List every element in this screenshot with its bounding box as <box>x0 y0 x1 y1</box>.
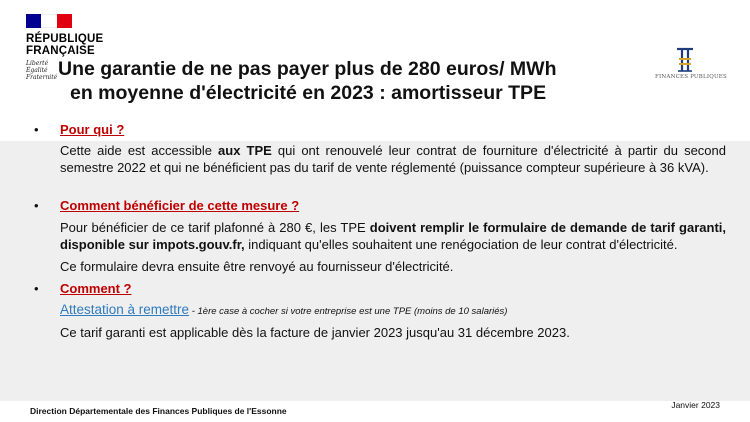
title-line-1: Une garantie de ne pas payer plus de 280 euros/ MWh <box>58 58 557 80</box>
paragraph-text: indiquant qu'elles souhaitent une renégociation de leur contrat d'électricité. <box>244 237 678 252</box>
bullet: • <box>34 198 39 213</box>
section-pour-qui <box>34 121 726 138</box>
paragraph-bold: aux TPE <box>218 143 272 158</box>
paragraph-bold: doivent remplir le formulaire de demande de tarif garanti, disponible sur impots.gouv.fr, <box>60 220 727 252</box>
content-body <box>34 121 726 341</box>
section-comment-beneficier <box>34 197 726 214</box>
section-paragraph: Ce tarif garanti est applicable dès la facture de janvier 2023 jusqu'au 31 décembre 2023. <box>60 325 570 340</box>
section-paragraph <box>60 219 726 253</box>
paragraph-text: Pour bénéficier de ce tarif plafonné à 280 €, les TPE <box>60 220 370 235</box>
finances-publiques-emblem-icon <box>670 45 700 73</box>
attestation-link[interactable]: Attestation à remettre <box>60 302 190 317</box>
section-heading: Pour qui ? <box>60 122 125 137</box>
paragraph-text: qui ont renouvelé leur contrat de fourniture d'électricité à partir du second semestre 2022 et qui ne bénéficient pas du tarif de vente réglementé (puissance compteur supérieure à 36 kVA). <box>60 143 726 175</box>
section-paragraph <box>60 142 726 176</box>
bullet: • <box>34 122 39 137</box>
section-heading: Comment bénéficier de cette mesure ? <box>60 198 300 213</box>
section-heading: Comment ? <box>60 281 132 296</box>
attestation-line <box>60 301 726 320</box>
attestation-note: - 1ère case à cocher si votre entreprise est une TPE (moins de 10 salariés) <box>189 306 508 317</box>
page-title <box>58 57 648 105</box>
section-paragraph-2: Ce formulaire devra ensuite être renvoyé au fournisseur d'électricité. <box>60 259 454 274</box>
republic-line-2: FRANÇAISE <box>26 45 95 57</box>
french-flag-icon <box>26 14 72 28</box>
motto-fraternite: Fraternité <box>26 74 58 81</box>
bullet: • <box>34 281 39 296</box>
motto-egalite: Égalité <box>26 67 48 74</box>
title-line-2: en moyenne d'électricité en 2023 : amortisseur TPE <box>70 82 547 104</box>
motto-liberte: Liberté <box>26 60 49 67</box>
footer-direction: Direction Départementale des Finances Publiques de l'Essonne <box>30 406 287 416</box>
footer-date: Janvier 2023 <box>671 400 720 410</box>
paragraph-text: Cette aide est accessible <box>60 143 219 158</box>
republic-line-1: RÉPUBLIQUE <box>26 33 104 45</box>
dgfip-label: FINANCES PUBLIQUES <box>655 74 727 80</box>
section-comment <box>34 280 726 297</box>
finances-publiques-logo <box>655 45 727 80</box>
